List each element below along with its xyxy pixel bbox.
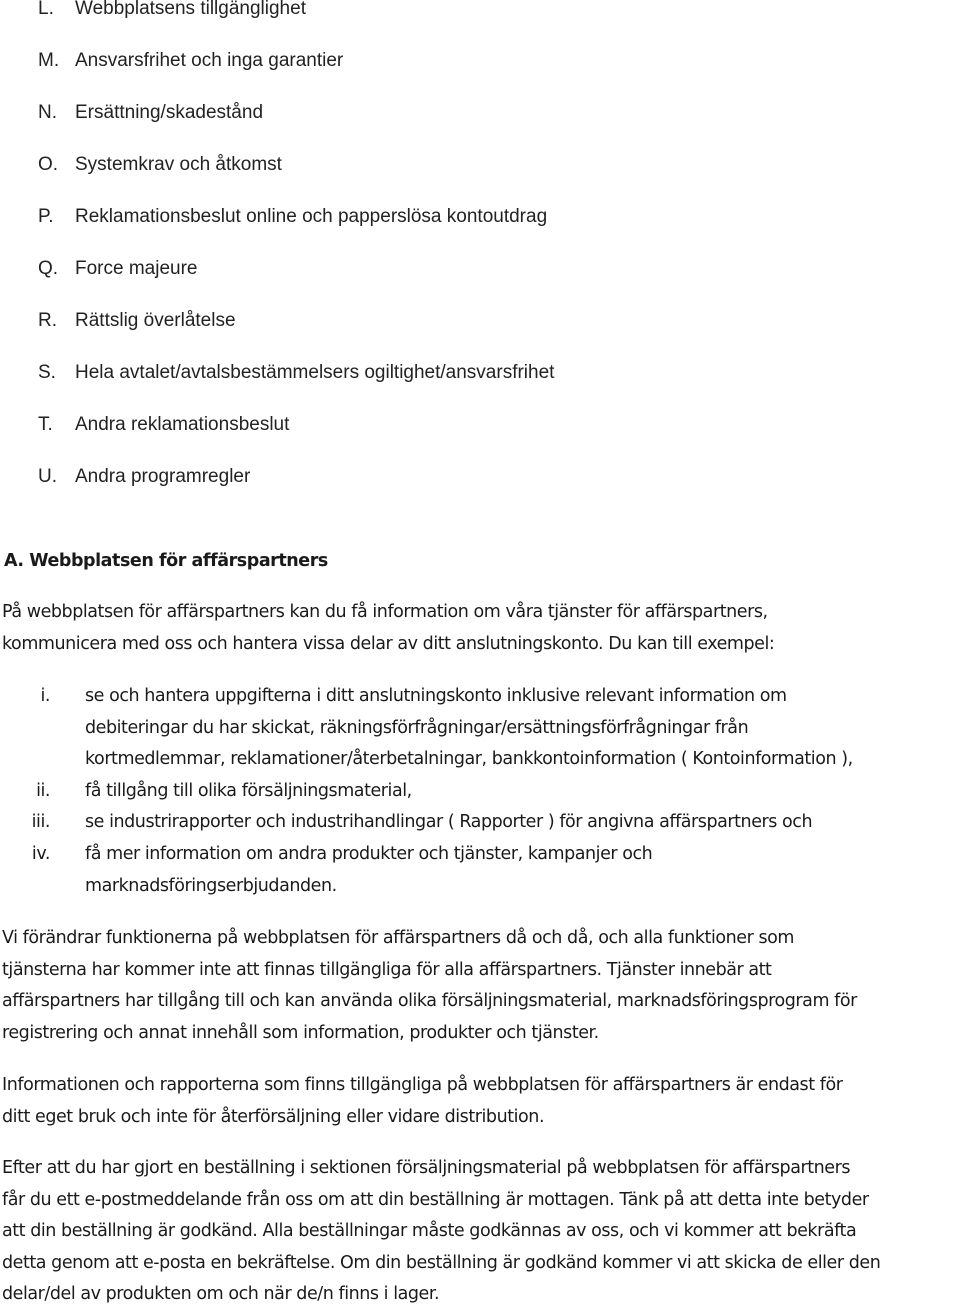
text-line: debiteringar du har skickat, räkningsförfrågningar/ersättningsförfrågningar från <box>85 717 749 738</box>
toc-item <box>38 309 236 333</box>
text-line: ditt eget bruk och inte för återförsäljning eller vidare distribution. <box>2 1106 545 1127</box>
toc-text: Andra reklamationsbeslut <box>75 414 290 435</box>
text-line: att din beställning är godkänd. Alla beställningar måste godkännas av oss, och vi kommer att bekräfta <box>2 1221 857 1242</box>
list-number: ii. <box>36 780 50 801</box>
toc-letter: S. <box>38 362 56 383</box>
toc-letter: P. <box>38 206 54 227</box>
paragraph <box>2 1153 960 1311</box>
toc-item <box>38 361 554 385</box>
toc-letter: N. <box>38 102 57 123</box>
text-line: detta genom att e-posta en bekräftelse. Om din beställning är godkänd kommer vi att skicka de eller den <box>2 1252 881 1273</box>
list-item <box>0 839 960 902</box>
text-line: kommunicera med oss och hantera vissa delar av ditt anslutningskonto. Du kan till exempel: <box>2 633 775 654</box>
text-line: kortmedlemmar, reklamationer/återbetalningar, bankkontoinformation ( Kontoinformation ), <box>85 749 853 770</box>
list-item <box>0 681 960 776</box>
text-line: får du ett e-postmeddelande från oss om att din beställning är mottagen. Tänk på att detta inte betyder <box>2 1189 869 1210</box>
text-line: På webbplatsen för affärspartners kan du få information om våra tjänster för affärspartners, <box>2 602 768 622</box>
toc-item <box>38 49 343 73</box>
intro-paragraph <box>2 597 960 660</box>
list-number: iv. <box>31 843 50 864</box>
toc-text: Hela avtalet/avtalsbestämmelsers ogiltighet/ansvarsfrihet <box>75 362 555 383</box>
toc-text: Systemkrav och åtkomst <box>75 154 282 175</box>
section-heading: A. Webbplatsen för affärspartners <box>4 551 328 571</box>
text-line: få mer information om andra produkter och tjänster, kampanjer och <box>85 843 653 864</box>
text-line: delar/del av produkten om och när de/n finns i lager. <box>2 1284 440 1305</box>
toc-letter: T. <box>38 414 53 435</box>
toc-item <box>38 0 306 21</box>
list-number: iii. <box>31 812 50 833</box>
toc-text: Rättslig överlåtelse <box>75 310 236 331</box>
text-line: se industrirapporter och industrihandlingar ( Rapporter ) för angivna affärspartners och <box>85 812 813 833</box>
text-line: Informationen och rapporterna som finns tillgängliga på webbplatsen för affärspartners är endast för <box>2 1075 843 1095</box>
text-line: registrering och annat innehåll som information, produkter och tjänster. <box>2 1022 599 1043</box>
list-item <box>0 807 960 839</box>
list-item <box>0 776 960 808</box>
toc-text: Andra programregler <box>75 466 251 487</box>
toc-letter: R. <box>38 310 57 331</box>
toc-text: Ansvarsfrihet och inga garantier <box>75 50 344 71</box>
text-line: se och hantera uppgifterna i ditt anslutningskonto inklusive relevant information om <box>85 686 787 706</box>
toc-item <box>38 101 263 125</box>
paragraph <box>2 1070 960 1133</box>
toc-item <box>38 257 198 281</box>
toc-letter: M. <box>38 50 60 71</box>
toc-letter: O. <box>38 154 59 175</box>
toc-item <box>38 205 547 229</box>
text-line: affärspartners har tillgång till och kan använda olika försäljningsmaterial, marknadsföringsprogram för <box>2 991 857 1012</box>
text-line: tjänsterna har kommer inte att finnas tillgängliga för alla affärspartners. Tjänster innebär att <box>2 959 772 980</box>
toc-text: Webbplatsens tillgänglighet <box>75 0 306 19</box>
list-number: i. <box>40 686 50 706</box>
toc-item <box>38 413 289 437</box>
toc-text: Reklamationsbeslut online och papperslösa kontoutdrag <box>75 206 548 227</box>
toc-text: Force majeure <box>75 258 198 279</box>
text-line: få tillgång till olika försäljningsmaterial, <box>85 780 412 801</box>
roman-numbered-list <box>0 681 960 902</box>
toc-letter: L. <box>38 0 54 19</box>
toc-letter: Q. <box>38 258 59 279</box>
text-line: Vi förändrar funktionerna på webbplatsen för affärspartners då och då, och alla funktioner som <box>2 928 794 948</box>
text-line: marknadsföringserbjudanden. <box>85 875 337 896</box>
toc-letter: U. <box>38 466 57 487</box>
toc-text: Ersättning/skadestånd <box>75 102 264 123</box>
toc-item <box>38 465 250 489</box>
text-line: Efter att du har gjort en beställning i sektionen försäljningsmaterial på webbplatsen för affärspartners <box>2 1158 851 1178</box>
toc-item <box>38 153 282 177</box>
paragraph <box>2 923 960 1049</box>
